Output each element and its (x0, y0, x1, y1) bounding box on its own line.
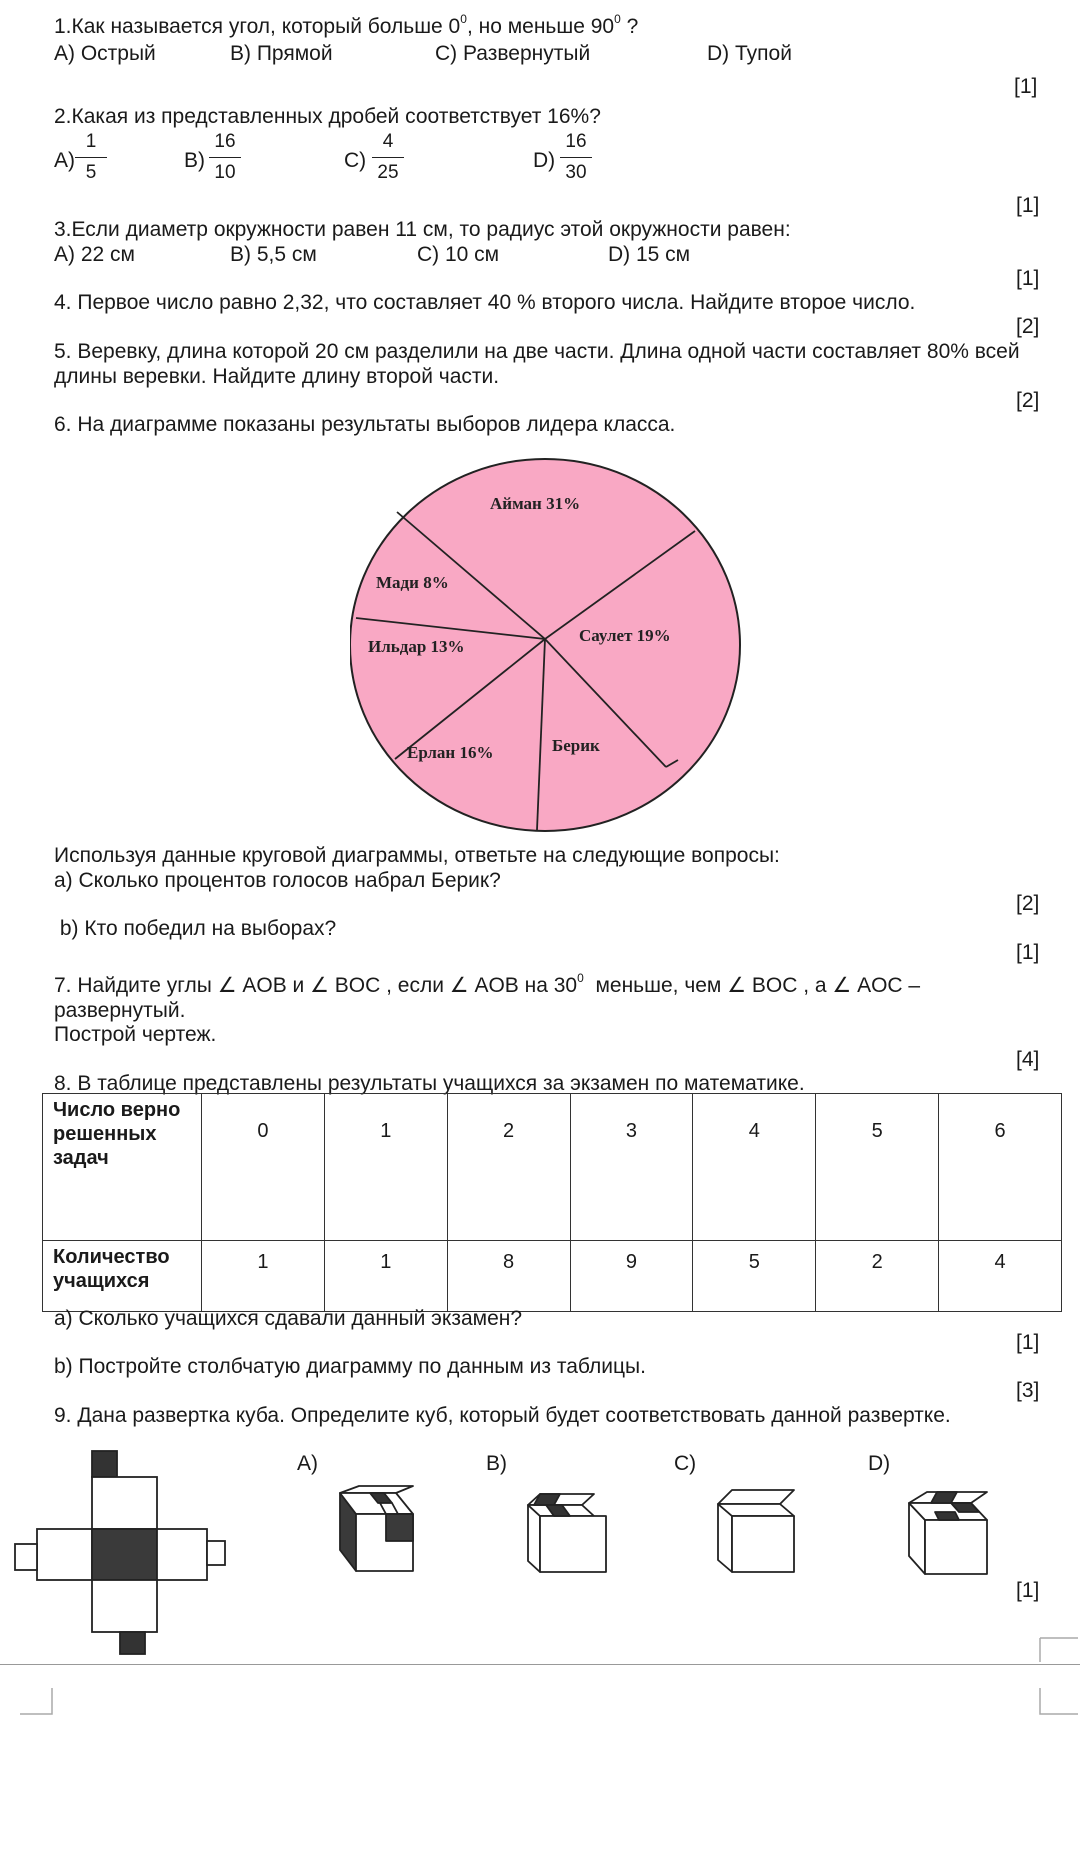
q8-question-a: a) Сколько учащихся сдавали данный экзамен? (54, 1307, 523, 1330)
q2-mark: [1] (1016, 194, 1040, 217)
q3-option-d: D) 15 см (608, 243, 691, 266)
q1-option-b: B) Прямой (230, 42, 333, 65)
pie-label-madi: Мади 8% (376, 573, 449, 592)
q8-mark-a: [1] (1016, 1331, 1040, 1354)
net-tab-left (15, 1544, 37, 1570)
page-corner-marks (0, 1630, 1080, 1720)
q2-fraction-c: 4 25 (368, 130, 408, 185)
angle-symbol: ∠ (310, 974, 329, 997)
q4-text: 4. Первое число равно 2,32, что составляет 40 % второго числа. Найдите второе число. (54, 291, 916, 314)
angle-symbol: ∠ (832, 974, 852, 997)
angle-symbol: ∠ (727, 974, 747, 997)
q1-option-a: A) Острый (54, 42, 156, 65)
angle-symbol: ∠ (217, 974, 237, 997)
q8-text: 8. В таблице представлены результаты учащихся за экзамен по математике. (54, 1072, 805, 1095)
q5-text-line1: 5. Веревку, длина которой 20 см разделили на две части. Длина одной части составляет 80% всей (54, 340, 1020, 363)
q2-option-d-label: D) (533, 149, 556, 172)
net-face-top (92, 1477, 157, 1529)
q7-mark: [4] (1016, 1048, 1040, 1071)
table-cell: 2 (447, 1094, 570, 1241)
q7-text: 7. Найдите углы ∠ AOB и ∠ BOC , если ∠ AOB на $30^0$ меньше, чем ∠ BOC , а ∠ AOC – (54, 971, 921, 997)
net-face-bottom (92, 1580, 157, 1632)
pie-label-berik: Берик (552, 736, 600, 755)
table-cell: 1 (324, 1241, 447, 1312)
table-cell: 3 (570, 1094, 693, 1241)
q6-question-a: a) Сколько процентов голосов набрал Берик? (54, 869, 501, 892)
q6-mark-b: [1] (1016, 941, 1040, 964)
table-cell: 1 (324, 1094, 447, 1241)
q1-text: 1.Как называется угол, который больше $0^0$, но меньше $90^0$ ? (54, 12, 639, 38)
cube-net-figure (12, 1448, 227, 1658)
cube-d-figure (907, 1490, 991, 1576)
election-pie-chart (350, 458, 742, 834)
pie-label-erlan: Ерлан 16% (407, 743, 494, 762)
net-tab-right (207, 1541, 225, 1565)
q7-text-line3: Построй чертеж. (54, 1023, 217, 1046)
net-face-right (157, 1529, 207, 1580)
q9-text: 9. Дана развертка куба. Определите куб, который будет соответствовать данной развертке. (54, 1404, 951, 1427)
q3-mark: [1] (1016, 267, 1040, 290)
q6-intro: Используя данные круговой диаграммы, ответьте на следующие вопросы: (54, 844, 780, 867)
q2-fraction-d: 16 30 (556, 130, 596, 185)
results-table (42, 1093, 1062, 1312)
table-cell: 8 (447, 1241, 570, 1312)
q9-option-b: B) (486, 1452, 507, 1475)
q9-option-a: A) (297, 1452, 318, 1475)
table-cell: 4 (693, 1094, 816, 1241)
q3-option-b: B) 5,5 см (230, 243, 317, 266)
q2-fraction-a: 1 5 (71, 130, 111, 185)
q2-text: 2.Какая из представленных дробей соответствует 16%? (54, 105, 601, 128)
cube-b-figure (526, 1492, 610, 1576)
q9-option-d: D) (868, 1452, 891, 1475)
cube-c-figure (716, 1488, 798, 1574)
pie-label-ildar: Ильдар 13% (368, 637, 465, 656)
q6-mark-a: [2] (1016, 892, 1040, 915)
table-cell: 0 (202, 1094, 325, 1241)
q8-mark-b: [3] (1016, 1379, 1040, 1402)
q3-option-c: C) 10 см (417, 243, 500, 266)
table-cell: 5 (693, 1241, 816, 1312)
pie-label-saulet: Саулет 19% (579, 626, 671, 645)
q2-option-c-label: C) (344, 149, 367, 172)
table-header-cell: Количество учащихся (43, 1241, 202, 1312)
table-cell: 5 (816, 1094, 939, 1241)
q8-question-b: b) Постройте столбчатую диаграмму по данным из таблицы. (54, 1355, 646, 1378)
table-cell: 2 (816, 1241, 939, 1312)
q2-option-a-label: A) (54, 149, 75, 172)
q3-option-a: A) 22 см (54, 243, 135, 266)
cube-a-figure (334, 1485, 420, 1575)
pie-label-ayman: Айман 31% (490, 494, 581, 513)
q2-fraction-b: 16 10 (205, 130, 245, 185)
table-header-cell: Число верно решенных задач (43, 1094, 202, 1241)
q6-text: 6. На диаграмме показаны результаты выборов лидера класса. (54, 413, 676, 436)
q9-option-c: C) (674, 1452, 697, 1475)
q1-option-d: D) Тупой (707, 42, 792, 65)
net-face-center (92, 1529, 157, 1580)
angle-symbol: ∠ (449, 974, 469, 997)
net-face-left (37, 1529, 92, 1580)
table-row (43, 1241, 1062, 1312)
q9-mark: [1] (1016, 1579, 1040, 1602)
table-cell: 4 (939, 1241, 1062, 1312)
q6-question-b: b) Кто победил на выборах? (54, 917, 337, 940)
table-cell: 9 (570, 1241, 693, 1312)
q5-mark: [2] (1016, 389, 1040, 412)
q2-option-b-label: B) (184, 149, 205, 172)
q1-option-c: C) Развернутый (435, 42, 591, 65)
q3-text: 3.Если диаметр окружности равен 11 см, то радиус этой окружности равен: (54, 218, 791, 241)
table-cell: 1 (202, 1241, 325, 1312)
table-row (43, 1094, 1062, 1241)
q5-text-line2: длины веревки. Найдите длину второй части. (54, 365, 500, 388)
q7-text-line2: развернутый. (54, 999, 186, 1022)
table-cell: 6 (939, 1094, 1062, 1241)
net-tab-top (92, 1451, 117, 1477)
q1-mark: [1] (1014, 75, 1038, 98)
q4-mark: [2] (1016, 315, 1040, 338)
